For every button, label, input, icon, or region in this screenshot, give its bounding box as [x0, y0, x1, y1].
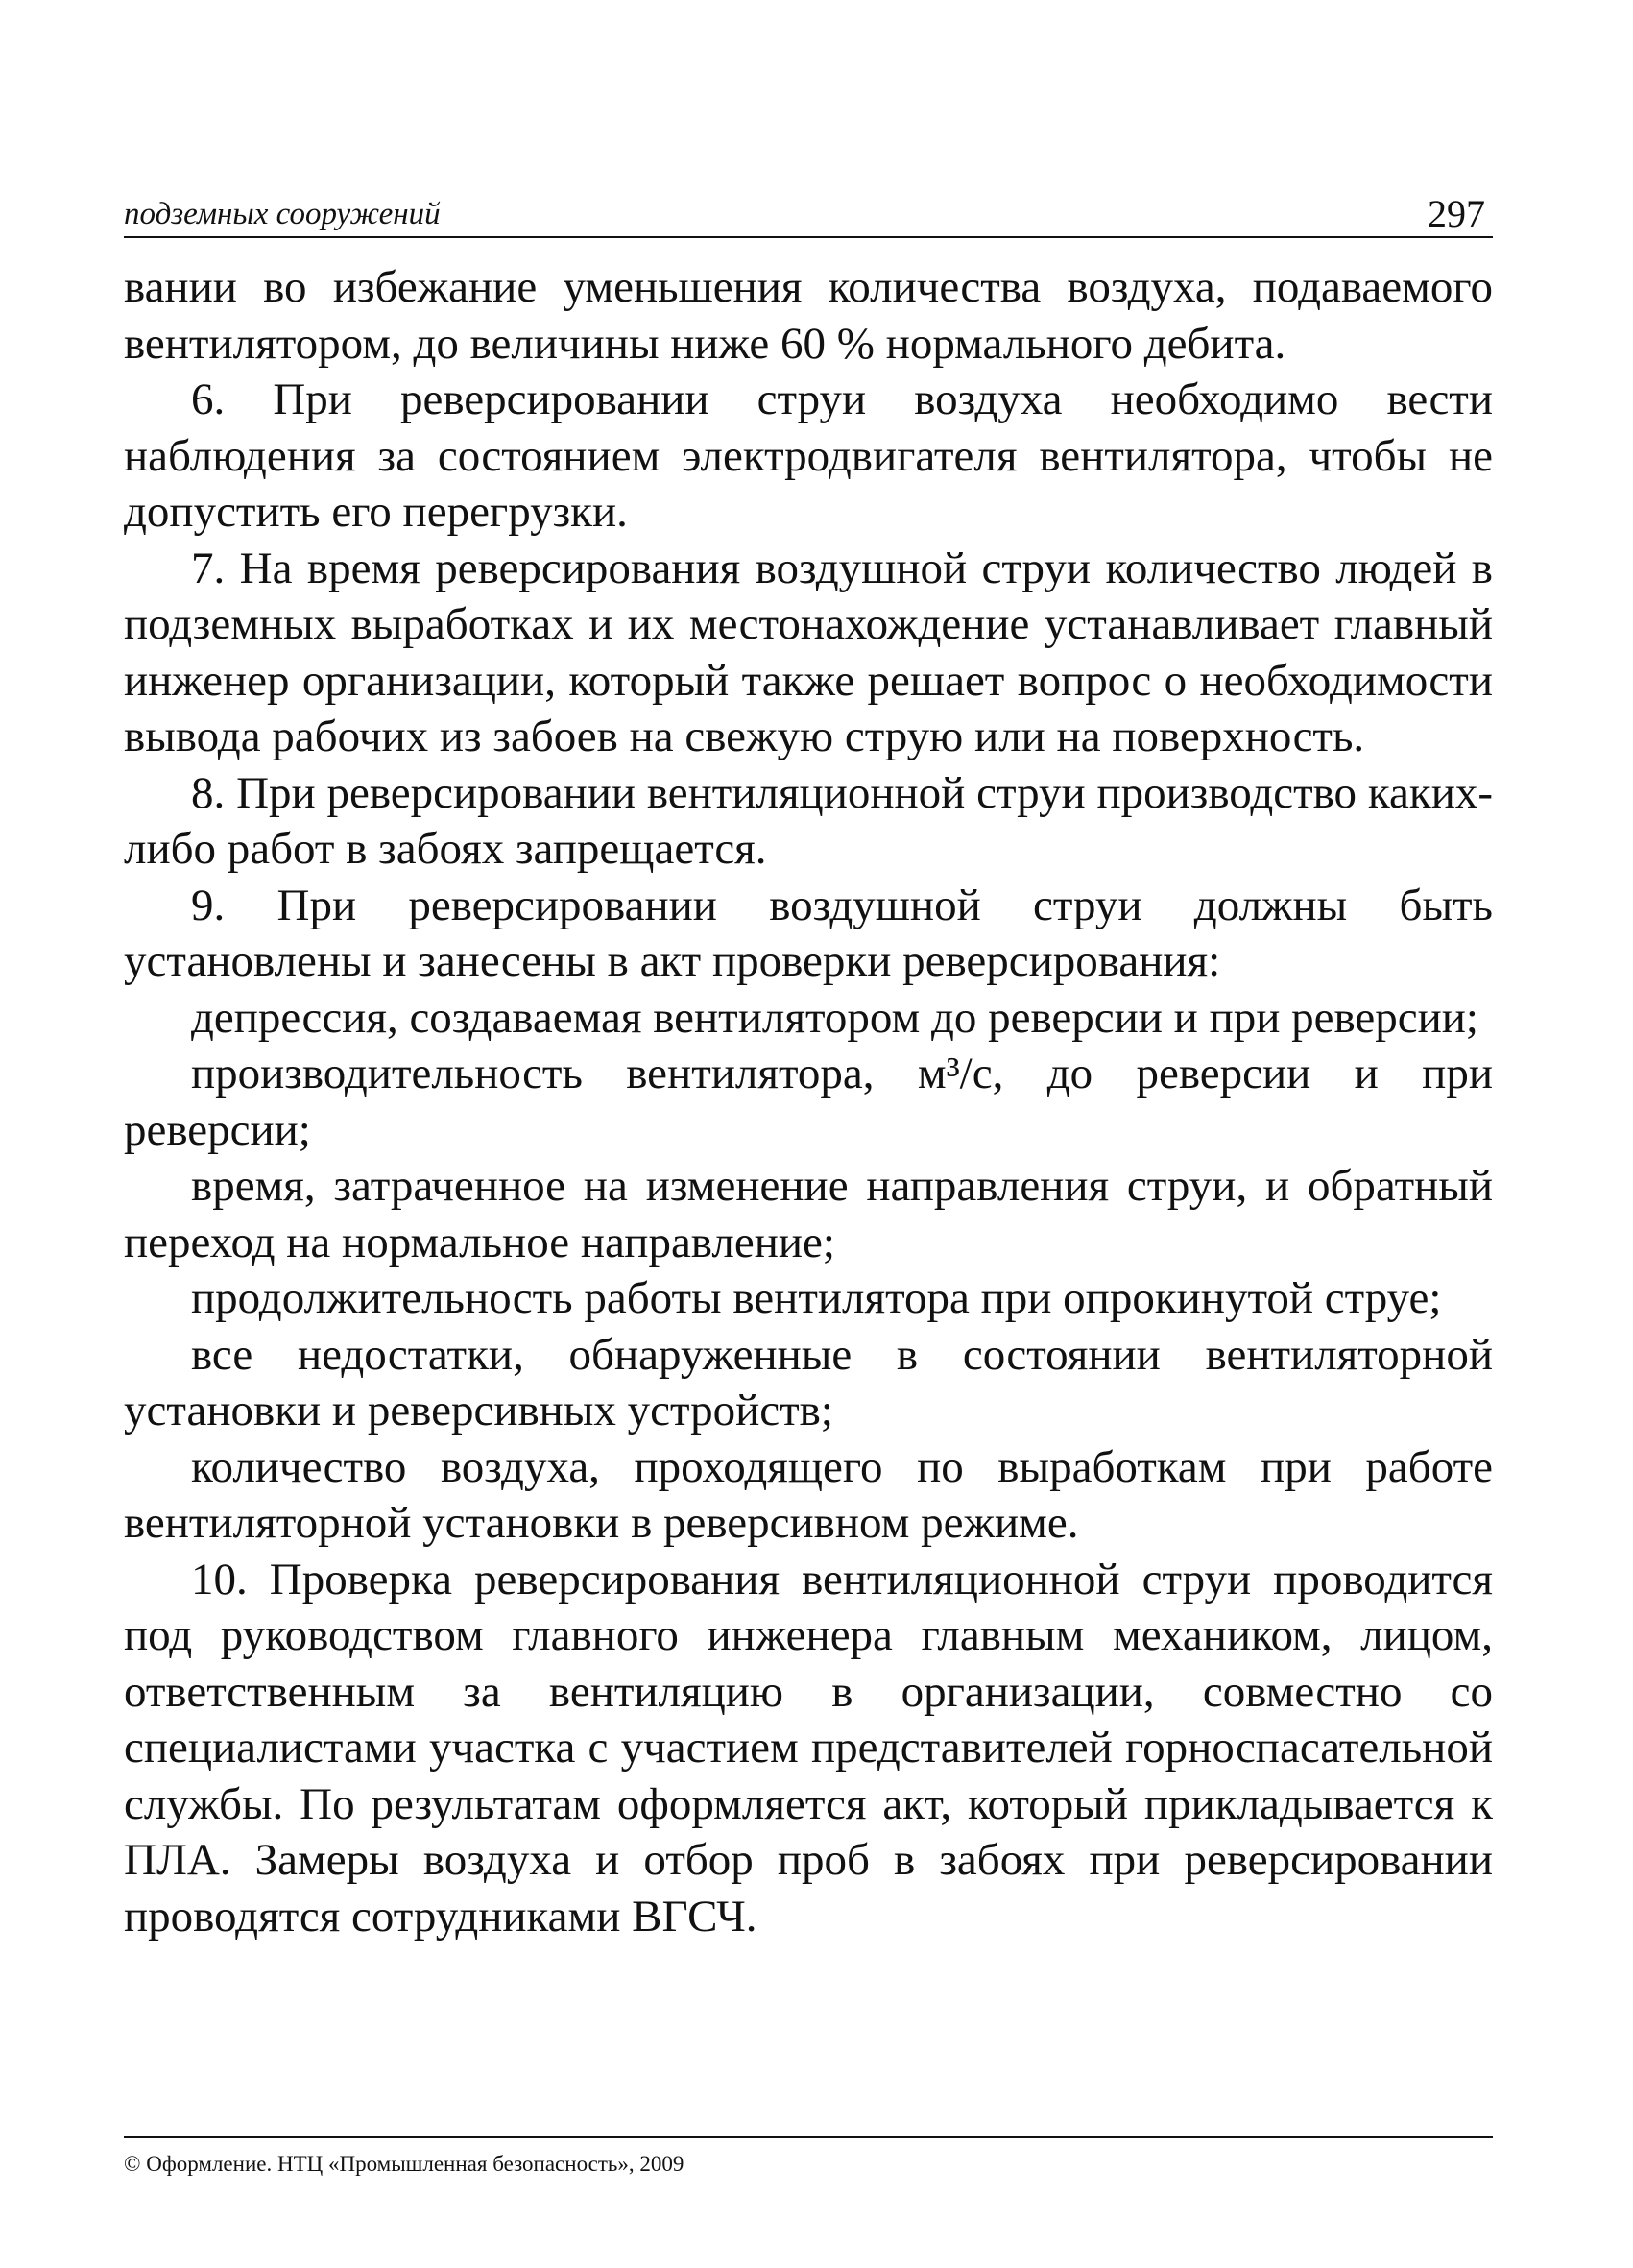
list-item: все недостатки, обнаруженные в состоянии вентиляторной установки и реверсивных устройств; [124, 1329, 1493, 1436]
list-item: производительность вентилятора, м³/с, до реверсии и при реверсии; [124, 1049, 1493, 1155]
list-item: количество воздуха, проходящего по выработкам при работе вентиляторной установки в реверсивном режиме. [124, 1441, 1493, 1548]
paragraph-item-6: 6. При реверсировании струи воздуха необходимо вести наблюдения за состоянием электродвигателя вентилятора, чтобы не допустить его перегрузки. [124, 374, 1493, 537]
book-page [124, 182, 1493, 1944]
paragraph: вании во избежание уменьшения количества воздуха, подаваемого вентилятором, до величины ниже 60 % нормального дебита. [124, 262, 1493, 369]
page-footer [124, 2136, 1493, 2177]
paragraph-item-8: 8. При реверсировании вентиляционной струи производство каких-либо работ в забоях запрещается. [124, 767, 1493, 874]
running-header [124, 182, 1493, 238]
page-number: 297 [1428, 192, 1485, 235]
paragraph-item-9: 9. При реверсировании воздушной струи должны быть установлены и занесены в акт проверки реверсирования: [124, 880, 1493, 986]
copyright-text: © Оформление. НТЦ «Промышленная безопасность», 2009 [124, 2152, 684, 2176]
running-title: подземных сооружений [124, 197, 441, 231]
paragraph-item-7: 7. На время реверсирования воздушной струи количество людей в подземных выработках и их местонахождение устанавливает главный инженер организации, который также решает вопрос о необходимости вывода рабочих из забоев на свежую струю или на поверхность. [124, 543, 1493, 761]
list-item: депрессия, создаваемая вентилятором до реверсии и при реверсии; [191, 992, 1478, 1043]
list-item: время, затраченное на изменение направления струи, и обратный переход на нормальное направление; [124, 1161, 1493, 1267]
list-item: продолжительность работы вентилятора при опрокинутой струе; [191, 1273, 1442, 1323]
paragraph-item-10: 10. Проверка реверсирования вентиляционной струи проводится под руководством главного инженера главным механиком, лицом, ответственным за вентиляцию в организации, совместно со специалистами участка с участием представителей горноспасательной службы. По результатам оформляется акт, который прикладывается к ПЛА. Замеры воздуха и отбор проб в забоях при реверсировании проводятся сотрудниками ВГСЧ. [124, 1554, 1493, 1942]
body-text [124, 259, 1493, 1944]
